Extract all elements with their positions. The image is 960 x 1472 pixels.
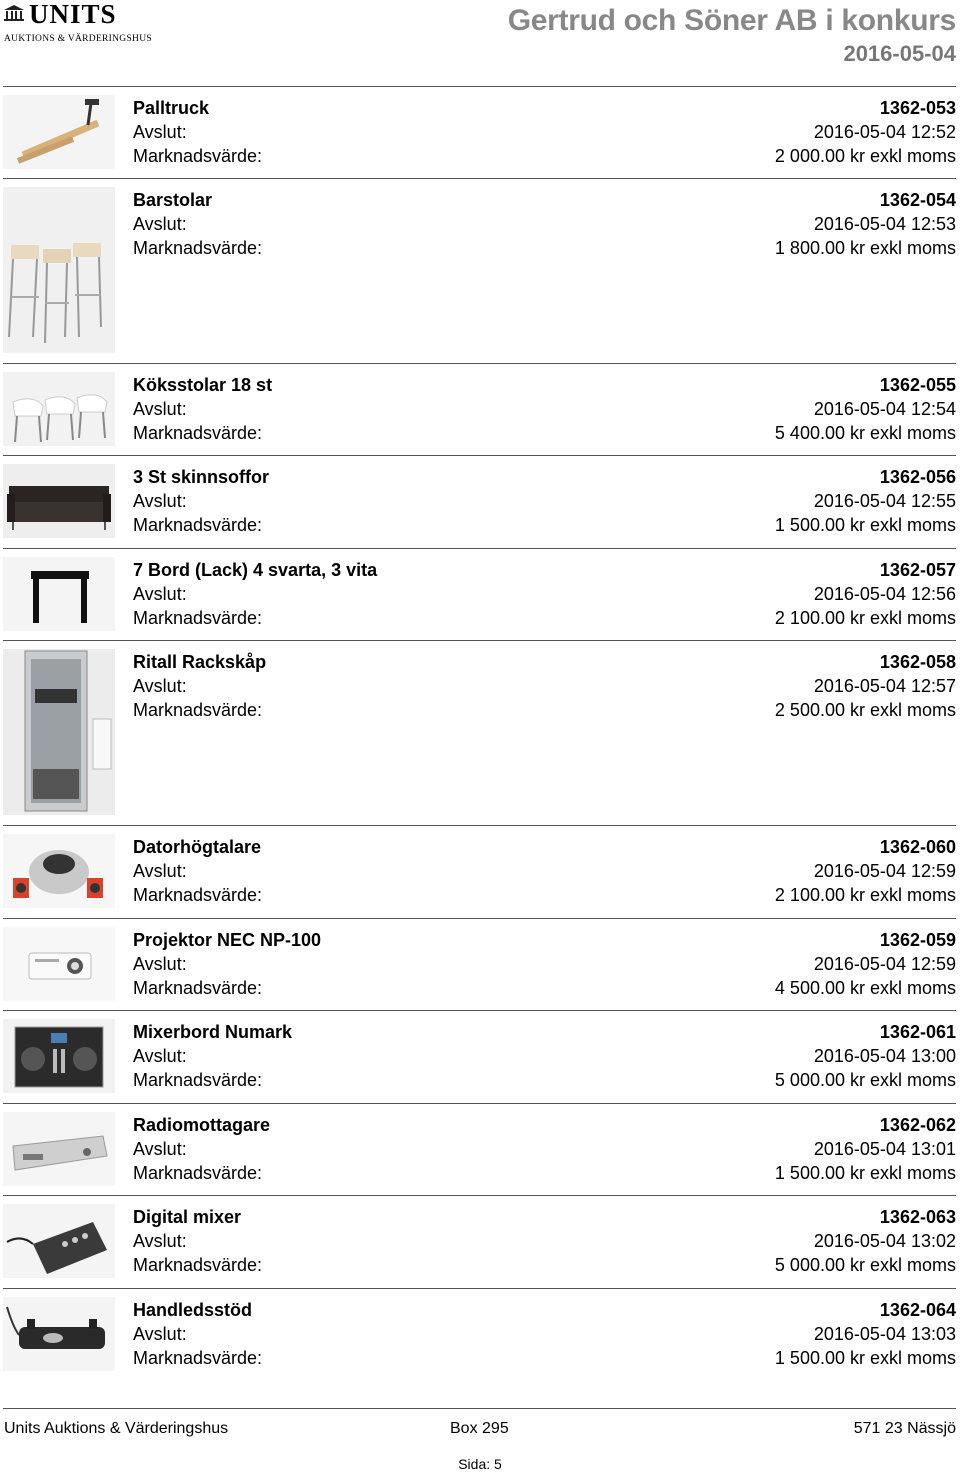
market-value: 2 500.00 kr exkl moms (774, 700, 956, 720)
value-label: Marknadsvärde: (133, 515, 263, 535)
logo-subtitle: AUKTIONS & VÄRDERINGSHUS (4, 34, 152, 44)
end-time: 2016-05-04 12:57 (813, 676, 956, 696)
market-value: 5 000.00 kr exkl moms (774, 1070, 956, 1090)
item-id: 1362-059 (879, 930, 956, 950)
footer-divider (3, 1408, 956, 1409)
value-label: Marknadsvärde: (133, 238, 263, 258)
end-label: Avslut: (133, 1139, 187, 1159)
item-image (3, 1204, 115, 1278)
value-label: Marknadsvärde: (133, 1255, 263, 1275)
value-label: Marknadsvärde: (133, 1348, 263, 1368)
item-image (3, 557, 115, 631)
item-title: 3 St skinnsoffor (133, 467, 270, 487)
end-time: 2016-05-04 13:01 (813, 1139, 956, 1159)
document-title: Gertrud och Söner AB i konkurs (507, 4, 956, 37)
value-label: Marknadsvärde: (133, 700, 263, 720)
item-title: Handledsstöd (133, 1300, 253, 1320)
market-value: 2 100.00 kr exkl moms (774, 608, 956, 628)
end-label: Avslut: (133, 122, 187, 142)
item-id: 1362-063 (879, 1207, 956, 1227)
item-image (3, 927, 115, 1001)
market-value: 4 500.00 kr exkl moms (774, 978, 956, 998)
divider (3, 1103, 956, 1104)
divider (3, 86, 956, 87)
end-label: Avslut: (133, 1324, 187, 1344)
market-value: 5 400.00 kr exkl moms (774, 423, 956, 443)
item-title: Mixerbord Numark (133, 1022, 293, 1042)
end-time: 2016-05-04 12:54 (813, 399, 956, 419)
building-icon (3, 4, 25, 22)
item-title: Projektor NEC NP-100 (133, 930, 322, 950)
divider (3, 1195, 956, 1196)
item-image (3, 1019, 115, 1093)
divider (3, 363, 956, 364)
market-value: 1 500.00 kr exkl moms (774, 1348, 956, 1368)
end-time: 2016-05-04 13:00 (813, 1046, 956, 1066)
item-image (3, 372, 115, 446)
divider (3, 1010, 956, 1011)
value-label: Marknadsvärde: (133, 978, 263, 998)
page-number: Sida: 5 (458, 1456, 502, 1472)
item-id: 1362-058 (879, 652, 956, 672)
divider (3, 178, 956, 179)
end-label: Avslut: (133, 399, 187, 419)
item-id: 1362-064 (879, 1300, 956, 1320)
end-label: Avslut: (133, 214, 187, 234)
item-title: Datorhögtalare (133, 837, 262, 857)
item-id: 1362-055 (879, 375, 956, 395)
item-id: 1362-054 (879, 190, 956, 210)
market-value: 2 100.00 kr exkl moms (774, 885, 956, 905)
value-label: Marknadsvärde: (133, 423, 263, 443)
value-label: Marknadsvärde: (133, 885, 263, 905)
item-id: 1362-057 (879, 560, 956, 580)
item-image (3, 649, 115, 815)
divider (3, 548, 956, 549)
end-label: Avslut: (133, 861, 187, 881)
item-title: Radiomottagare (133, 1115, 271, 1135)
document-date: 2016-05-04 (843, 41, 956, 66)
item-title: 7 Bord (Lack) 4 svarta, 3 vita (133, 560, 378, 580)
item-id: 1362-061 (879, 1022, 956, 1042)
item-image (3, 1297, 115, 1371)
item-title: Köksstolar 18 st (133, 375, 273, 395)
end-label: Avslut: (133, 584, 187, 604)
end-time: 2016-05-04 13:02 (813, 1231, 956, 1251)
end-label: Avslut: (133, 1231, 187, 1251)
item-image (3, 95, 115, 169)
item-id: 1362-053 (879, 98, 956, 118)
market-value: 1 800.00 kr exkl moms (774, 238, 956, 258)
divider (3, 640, 956, 641)
divider (3, 825, 956, 826)
item-image (3, 834, 115, 908)
end-time: 2016-05-04 12:55 (813, 491, 956, 511)
market-value: 1 500.00 kr exkl moms (774, 1163, 956, 1183)
footer-company: Units Auktions & Värderingshus (4, 1420, 229, 1437)
footer-address: 571 23 Nässjö (853, 1420, 956, 1437)
item-title: Digital mixer (133, 1207, 242, 1227)
item-image (3, 1112, 115, 1186)
divider (3, 1288, 956, 1289)
end-time: 2016-05-04 12:56 (813, 584, 956, 604)
logo-word: UNITS (29, 0, 117, 29)
item-image (3, 187, 115, 353)
item-id: 1362-062 (879, 1115, 956, 1135)
item-title: Palltruck (133, 98, 210, 118)
market-value: 1 500.00 kr exkl moms (774, 515, 956, 535)
value-label: Marknadsvärde: (133, 146, 263, 166)
value-label: Marknadsvärde: (133, 1070, 263, 1090)
end-time: 2016-05-04 13:03 (813, 1324, 956, 1344)
end-time: 2016-05-04 12:53 (813, 214, 956, 234)
value-label: Marknadsvärde: (133, 1163, 263, 1183)
item-image (3, 464, 115, 538)
units-logo (3, 2, 163, 46)
footer-box: Box 295 (450, 1420, 509, 1437)
end-time: 2016-05-04 12:59 (813, 861, 956, 881)
end-time: 2016-05-04 12:59 (813, 954, 956, 974)
end-label: Avslut: (133, 676, 187, 696)
market-value: 5 000.00 kr exkl moms (774, 1255, 956, 1275)
divider (3, 455, 956, 456)
market-value: 2 000.00 kr exkl moms (774, 146, 956, 166)
item-title: Ritall Rackskåp (133, 652, 267, 672)
item-id: 1362-056 (879, 467, 956, 487)
end-time: 2016-05-04 12:52 (813, 122, 956, 142)
item-title: Barstolar (133, 190, 213, 210)
divider (3, 918, 956, 919)
value-label: Marknadsvärde: (133, 608, 263, 628)
end-label: Avslut: (133, 491, 187, 511)
item-id: 1362-060 (879, 837, 956, 857)
end-label: Avslut: (133, 1046, 187, 1066)
end-label: Avslut: (133, 954, 187, 974)
